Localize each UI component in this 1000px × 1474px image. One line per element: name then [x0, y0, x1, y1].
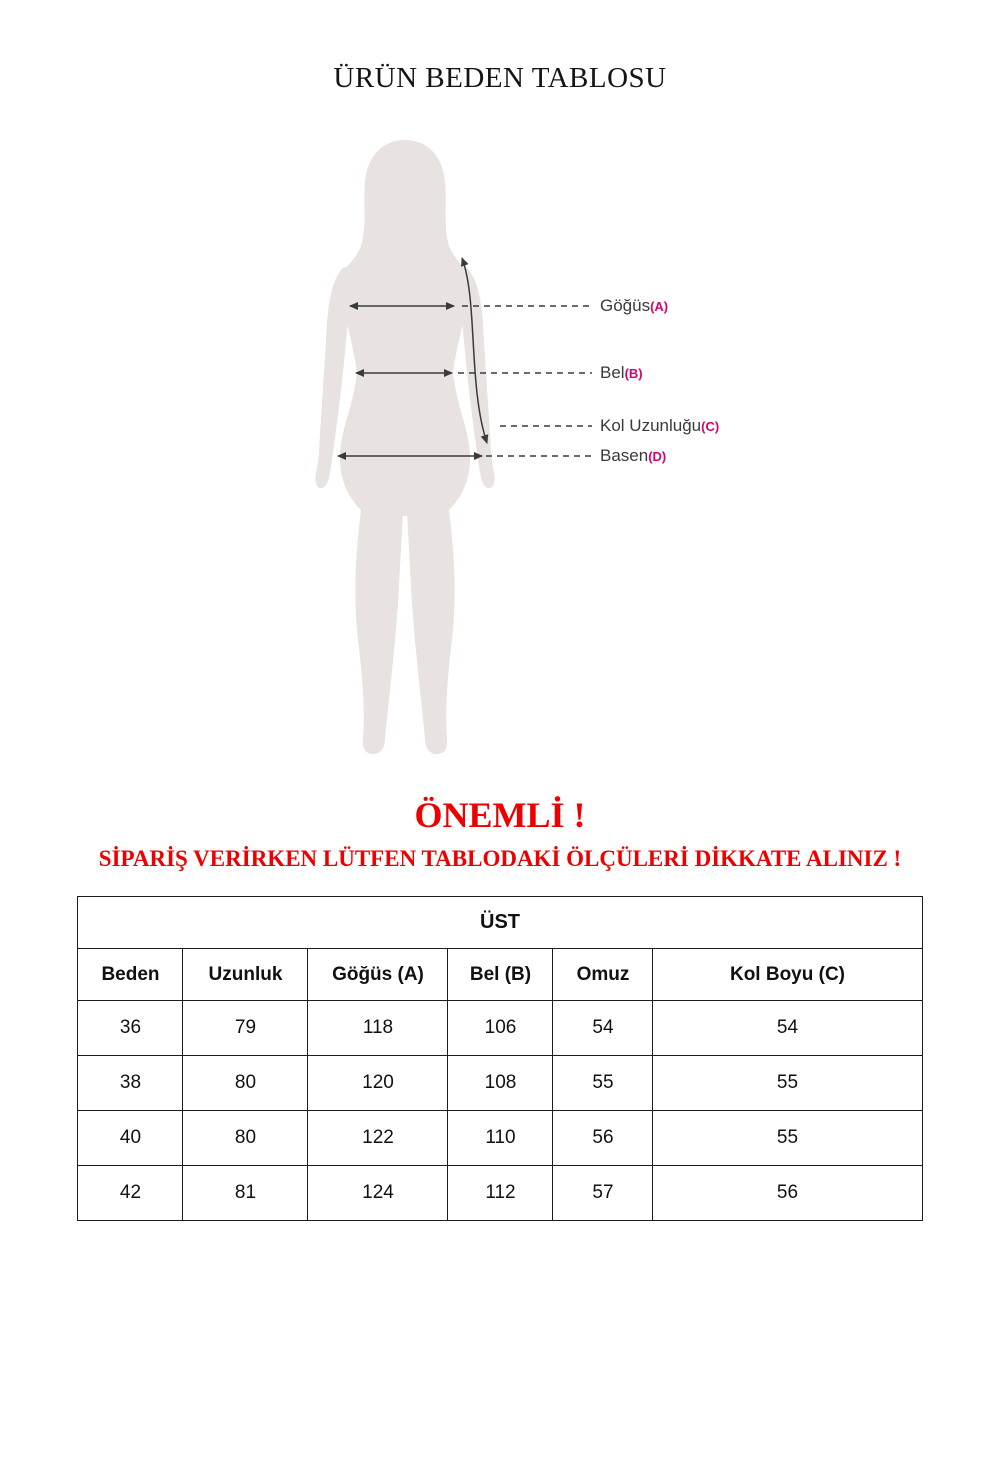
table-cell: 110 [448, 1111, 553, 1166]
table-cell: 57 [553, 1166, 653, 1221]
body-silhouette [295, 138, 515, 758]
table-cell: 55 [553, 1056, 653, 1111]
important-subheading: SİPARİŞ VERİRKEN LÜTFEN TABLODAKİ ÖLÇÜLERİ DİKKATE ALINIZ ! [98, 846, 902, 871]
chest-label [600, 295, 668, 318]
table-cell: 55 [653, 1056, 922, 1111]
hips-label [600, 445, 666, 468]
table-cell: 40 [78, 1111, 183, 1166]
waist-label-code: (B) [624, 366, 643, 381]
table-row [78, 1001, 922, 1056]
column-header-omuz: Omuz [553, 949, 653, 1001]
table-cell: 108 [448, 1056, 553, 1111]
hips-label-text: Basen [600, 446, 649, 465]
silhouette-right-leg [407, 508, 455, 754]
measurement-diagram [0, 96, 1000, 766]
table-columns-row [78, 949, 922, 1001]
table-section-row [78, 897, 922, 949]
arm-length-label [600, 415, 719, 438]
silhouette-torso [340, 258, 470, 517]
silhouette-head [339, 140, 471, 276]
column-header-uzunluk: Uzunluk [183, 949, 308, 1001]
table-cell: 124 [308, 1166, 448, 1221]
table-cell: 118 [308, 1001, 448, 1056]
table-row [78, 1111, 922, 1166]
table-cell: 38 [78, 1056, 183, 1111]
table-section-header: ÜST [78, 897, 922, 949]
table-cell: 106 [448, 1001, 553, 1056]
chest-label-code: (A) [650, 299, 669, 314]
column-header-gogus: Göğüs (A) [308, 949, 448, 1001]
table-cell: 36 [78, 1001, 183, 1056]
size-table [77, 896, 922, 1221]
hips-label-code: (D) [648, 449, 667, 464]
arm-length-label-text: Kol Uzunluğu [600, 416, 702, 435]
table-cell: 81 [183, 1166, 308, 1221]
table-cell: 54 [553, 1001, 653, 1056]
table-cell: 122 [308, 1111, 448, 1166]
waist-label [600, 362, 643, 385]
table-row [78, 1166, 922, 1221]
table-cell: 56 [553, 1111, 653, 1166]
important-heading: ÖNEMLİ ! [414, 795, 586, 835]
table-cell: 80 [183, 1056, 308, 1111]
chest-label-text: Göğüs [600, 296, 651, 315]
table-cell: 112 [448, 1166, 553, 1221]
table-cell: 80 [183, 1111, 308, 1166]
silhouette-left-leg [355, 508, 403, 754]
column-header-bel: Bel (B) [448, 949, 553, 1001]
table-cell: 56 [653, 1166, 922, 1221]
table-row [78, 1056, 922, 1111]
arm-length-label-code: (C) [701, 419, 720, 434]
table-cell: 79 [183, 1001, 308, 1056]
waist-label-text: Bel [600, 363, 625, 382]
column-header-kol-boyu: Kol Boyu (C) [653, 949, 922, 1001]
table-cell: 42 [78, 1166, 183, 1221]
table-cell: 55 [653, 1111, 922, 1166]
table-cell: 120 [308, 1056, 448, 1111]
page-title: ÜRÜN BEDEN TABLOSU [333, 62, 667, 94]
size-chart-page [0, 60, 1000, 1221]
column-header-beden: Beden [78, 949, 183, 1001]
table-cell: 54 [653, 1001, 922, 1056]
